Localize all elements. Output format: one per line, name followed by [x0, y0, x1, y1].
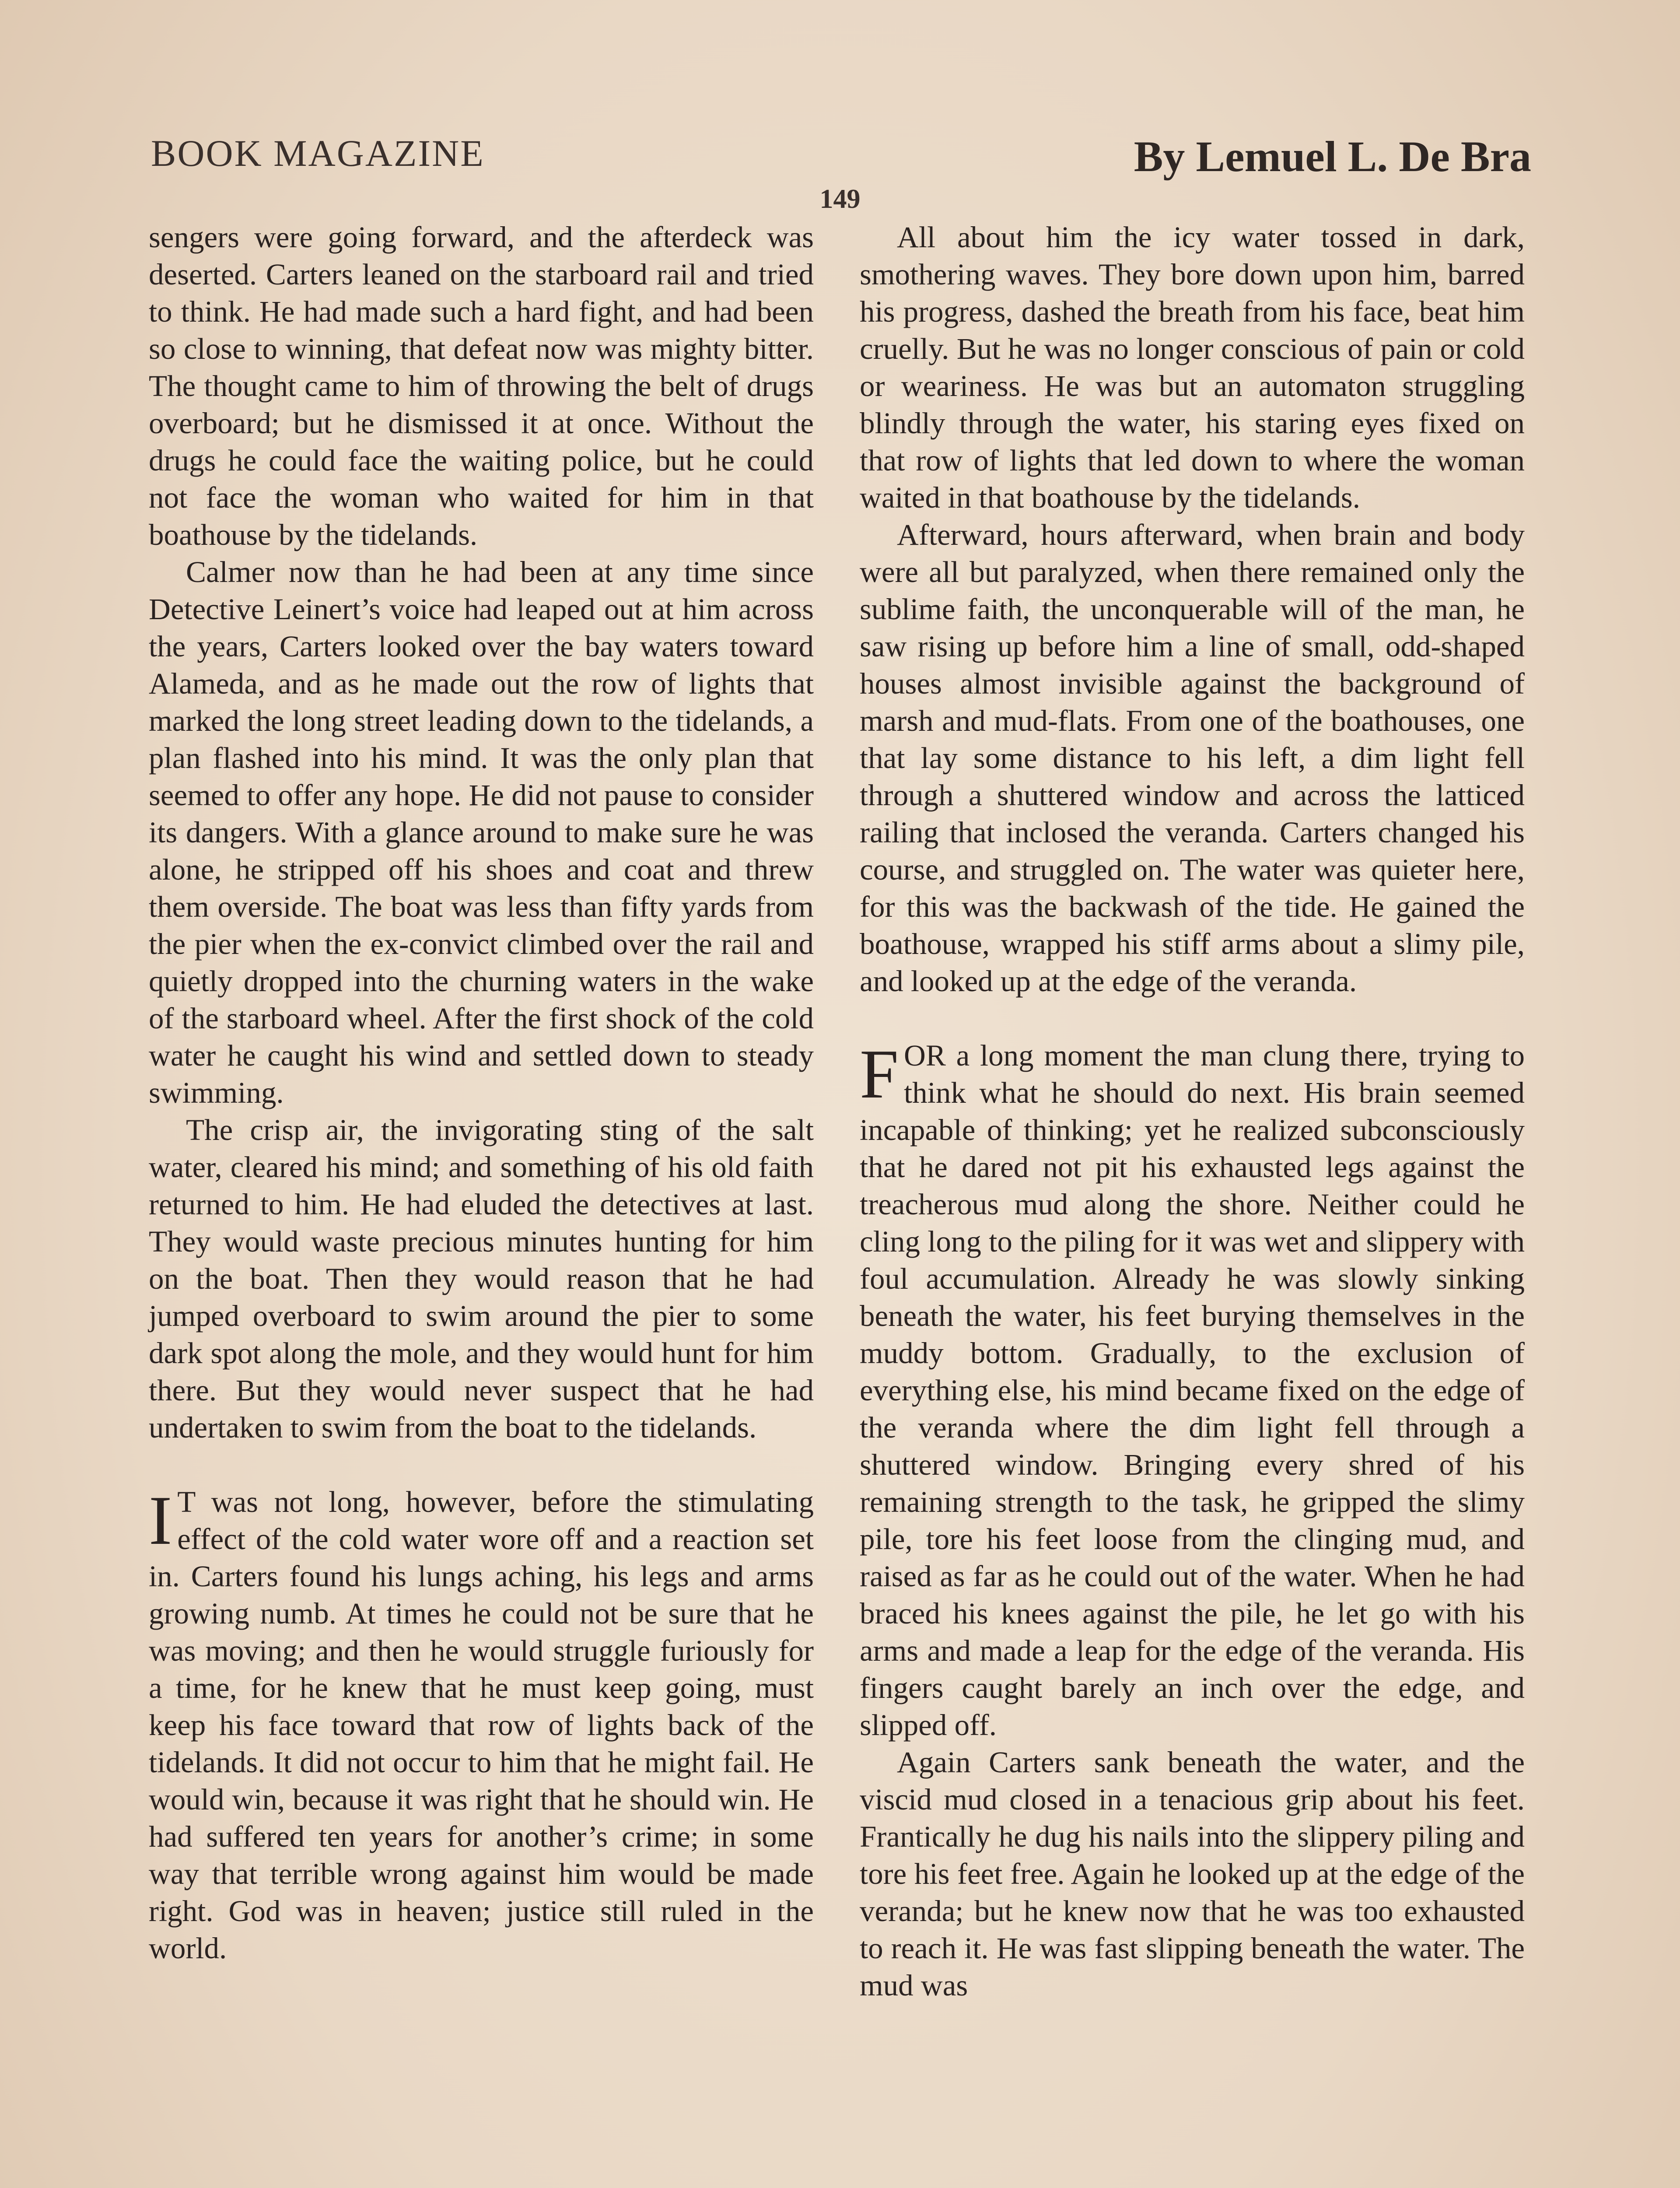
left-column	[149, 219, 814, 1967]
page-number: 149	[819, 184, 861, 214]
magazine-title: BOOK MAGAZINE	[151, 132, 485, 174]
right-column	[860, 219, 1525, 2004]
paragraph-5: All about him the icy water tossed in dark, smothering waves. They bore down upon him, barred his progress, dashed the breath from his face, beat him cruelly. But he was no longer conscious of pain or cold or weariness. He was but an automaton struggling blindly through the water, his staring eyes fixed on that row of lights that led down to where the woman waited in that boathouse by the tidelands.	[860, 221, 1525, 514]
drop-cap-letter: F	[860, 1035, 899, 1113]
paragraph-8: Again Carters sank beneath the water, and the viscid mud closed in a tenacious grip about his feet. Frantically he dug his nails into the slippery piling and tore his feet free. Again he looked up at the edge of the veranda; but he knew now that he was too exhausted to reach it. He was fast slipping beneath the water. The mud was	[860, 1746, 1525, 2002]
drop-cap-letter: I	[149, 1481, 172, 1559]
paragraph-6: Afterward, hours afterward, when brain and body were all but paralyzed, when there remained only the sublime faith, the unconquerable will of the man, he saw rising up before him a line of small, odd-shaped houses almost invisible against the background of marsh and mud-flats. From one of the boathouses, one that lay some distance to his left, a dim light fell through a shuttered window and across the latticed railing that inclosed the veranda. Carters changed his course, and struggled on. The water was quieter here, for this was the backwash of the tide. He gained the boathouse, wrapped his stiff arms about a slimy pile, and looked up at the edge of the veranda.	[860, 518, 1525, 998]
paragraph-2: Calmer now than he had been at any time since Detective Leinert’s voice had leaped out at him across the years, Carters looked over the bay waters toward Alameda, and as he made out the row of lights that marked the long street leading down to the tidelands, a plan flashed into his mind. It was the only plan that seemed to offer any hope. He did not pause to consider its dangers. With a glance around to make sure he was alone, he stripped off his shoes and coat and threw them overside. The boat was less than fifty yards from the pier when the ex-convict climbed over the rail and quietly dropped into the churning waters in the wake of the starboard wheel. After the first shock of the cold water he caught his wind and settled down to steady swimming.	[149, 555, 814, 1109]
dropcap-paragraph-left	[149, 1483, 814, 1967]
paragraph-1: sengers were going forward, and the afterdeck was deserted. Carters leaned on the starboard rail and tried to think. He had made such a hard fight, and had been so close to winning, that defeat now was mighty bitter. The thought came to him of throwing the belt of drugs overboard; but he dismissed it at once. Without the drugs he could face the waiting police, but he could not face the woman who waited for him in that boathouse by the tidelands.	[149, 221, 814, 551]
author-byline: By Lemuel L. De Bra	[1134, 132, 1531, 181]
dropcap-paragraph-right	[860, 1037, 1525, 1744]
dropcap-paragraph-text: OR a long moment the man clung there, trying to think what he should do next. His brain seemed incapable of thinking; yet he realized subconsciously that he dared not pit his exhausted legs against the treacherous mud along the shore. Neither could he cling long to the piling for it was wet and slippery with foul accumulation. Already he was slowly sinking beneath the water, his feet burying themselves in the muddy bottom. Gradually, to the exclusion of everything else, his mind became fixed on the edge of the veranda where the dim light fell through a shuttered window. Bringing every shred of his remaining strength to the task, he gripped the slimy pile, tore his feet loose from the clinging mud, and raised as far as he could out of the water. When he had braced his knees against the pile, he let go with his arms and made a leap for the edge of the veranda. His fingers caught barely an inch over the edge, and slipped off.	[860, 1039, 1525, 1742]
paragraph-3: The crisp air, the invigorating sting of the salt water, cleared his mind; and something of his old faith returned to him. He had eluded the detectives at last. They would waste precious minutes hunting for him on the boat. Then they would reason that he had jumped overboard to swim around the pier to some dark spot along the mole, and they would hunt for him there. But they would never suspect that he had undertaken to swim from the boat to the tidelands.	[149, 1113, 814, 1444]
dropcap-paragraph-text: T was not long, however, before the stimulating effect of the cold water wore off and a reaction set in. Carters found his lungs aching, his legs and arms growing numb. At times he could not be sure that he was moving; and then he would struggle furiously for a time, for he knew that he must keep going, must keep his face toward that row of lights back of the tidelands. It did not occur to him that he might fail. He would win, because it was right that he should win. He had suffered ten years for another’s crime; in some way that terrible wrong against him would be made right. God was in heaven; justice still ruled in the world.	[149, 1485, 814, 1965]
